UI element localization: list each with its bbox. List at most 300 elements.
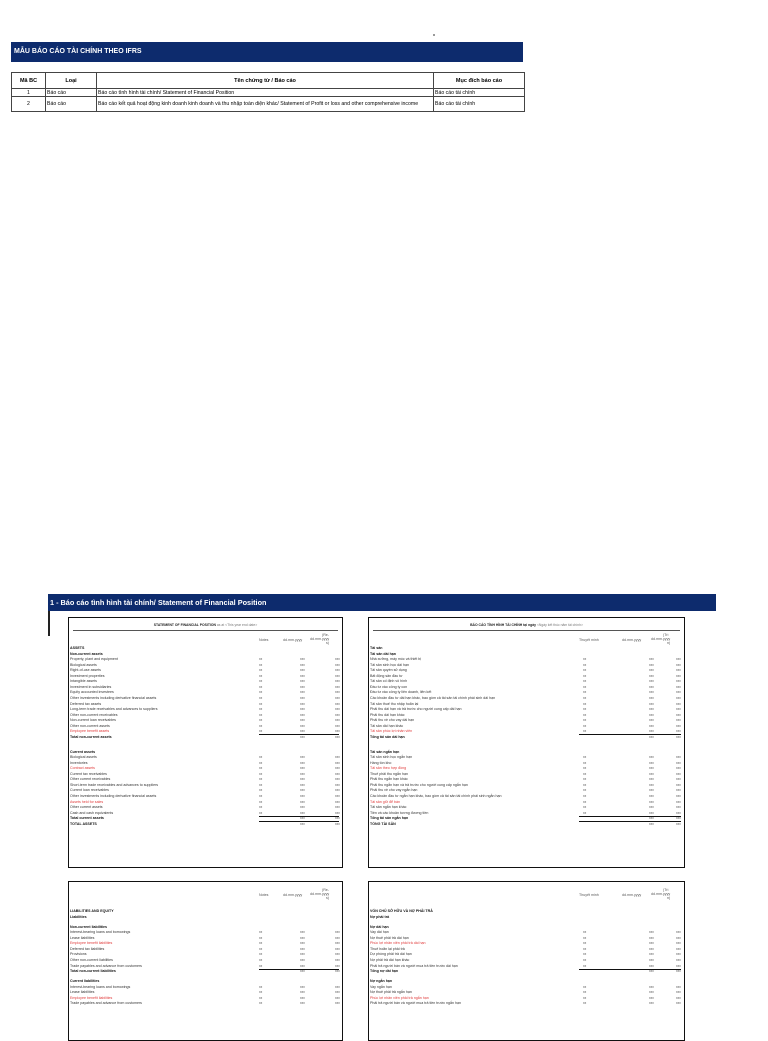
row-prior-value: xxx (676, 958, 681, 962)
row-label: Tài sản cố định vô hình (370, 679, 408, 684)
row-label: Property, plant and equipment (70, 657, 118, 662)
row-note-ref: xx (583, 760, 587, 765)
statement-row (369, 766, 684, 770)
cell-type: Báo cáo (46, 89, 97, 97)
row-prior-value: xxx (676, 760, 681, 765)
row-note-ref: xx (583, 946, 587, 951)
row-current-value: xxx (300, 684, 305, 689)
row-prior-value: xxx (335, 930, 340, 935)
statement-row (369, 800, 684, 804)
statement-row (69, 777, 342, 781)
row-label: Other current assets (70, 805, 103, 810)
statement-row (69, 964, 342, 968)
row-label: Interest-bearing loans and borrowings (70, 984, 131, 989)
row-label: Biological assets (70, 755, 97, 760)
row-note-ref: xx (259, 662, 263, 667)
row-current-value: xxx (300, 810, 305, 815)
row-label: Deferred tax assets (70, 701, 102, 706)
row-prior-value: xxx (335, 673, 340, 678)
statement-row (369, 761, 684, 765)
row-label: Interest-bearing loans and borrowings (70, 930, 131, 935)
column-header-prior-note: (Trì (663, 633, 669, 637)
row-label: Contract assets (70, 766, 95, 771)
statement-row (69, 707, 342, 711)
row-label: TOTAL ASSETS (70, 821, 97, 826)
row-prior-value: xxx (335, 701, 340, 706)
row-current-value: xxx (649, 771, 654, 776)
row-prior-value: xxx (676, 788, 681, 793)
row-label: Bất động sản đầu tư (370, 673, 403, 678)
row-prior-value: xxx (676, 799, 681, 804)
row-note-ref: xx (583, 958, 587, 962)
statement-row (69, 996, 342, 1000)
liabilities-equity-vn-panel (368, 881, 685, 1041)
row-note-ref: xx (583, 701, 587, 706)
row-label: Tiền và các khoản tương đương tiền (370, 810, 429, 815)
statement-row (69, 947, 342, 951)
statement-row (69, 936, 342, 940)
row-current-value: xxx (300, 760, 305, 765)
statement-row (369, 750, 684, 754)
row-current-value: xxx (649, 679, 654, 684)
row-label: Hàng tồn kho (370, 760, 392, 765)
row-current-value: xxx (300, 668, 305, 673)
statement-row (369, 990, 684, 994)
column-header-notes: Thuyết minh (579, 893, 599, 897)
row-prior-value: xxx (676, 930, 681, 935)
row-label: Lease liabilities (70, 935, 95, 940)
row-prior-value: xxx (676, 712, 681, 717)
row-current-value: xxx (649, 684, 654, 689)
row-note-ref: xx (259, 995, 263, 1000)
total-rule (259, 821, 339, 822)
row-note-ref: xx (583, 695, 587, 700)
row-label: Other non-current liabilities (70, 958, 113, 962)
statement-row (69, 646, 342, 650)
column-header-prior: dd.mm.yyyy (651, 892, 671, 896)
row-current-value: xxx (300, 712, 305, 717)
row-prior-value: xxx (676, 935, 681, 940)
index-header-row (12, 73, 525, 89)
row-note-ref: xx (259, 990, 263, 995)
row-prior-value: xxx (335, 771, 340, 776)
row-note-ref: xx (259, 946, 263, 951)
column-header-prior-note: s) (326, 641, 329, 645)
row-current-value: xxx (300, 941, 305, 946)
row-prior-value: xxx (335, 816, 340, 821)
row-current-value: xxx (649, 729, 654, 734)
row-current-value: xxx (649, 963, 654, 968)
margin-marker (48, 611, 50, 636)
row-prior-value: xxx (335, 952, 340, 957)
column-header-current: dd.mm.yyyy (283, 638, 303, 642)
row-prior-value: xxx (676, 718, 681, 723)
statement-row (369, 996, 684, 1000)
statement-row (69, 909, 342, 913)
row-note-ref: xx (583, 718, 587, 723)
row-label: Current liabilities (70, 979, 100, 984)
row-prior-value: xxx (335, 935, 340, 940)
row-prior-value: xxx (335, 684, 340, 689)
row-note-ref: xx (583, 673, 587, 678)
row-label: Current loan receivables (70, 788, 109, 793)
statement-row (369, 925, 684, 929)
column-header-prior-note: (Trì (663, 888, 669, 892)
row-prior-value: xxx (676, 771, 681, 776)
column-header-prior: dd.mm.yyyy (310, 637, 330, 641)
statement-row (369, 663, 684, 667)
row-label: Investment in subsidiaries (70, 684, 112, 689)
row-note-ref: xx (259, 673, 263, 678)
row-prior-value: xxx (335, 712, 340, 717)
statement-row (69, 772, 342, 776)
row-current-value: xxx (649, 952, 654, 957)
row-current-value: xxx (649, 958, 654, 962)
statement-row (69, 674, 342, 678)
row-label: Equity accounted investees (70, 690, 114, 695)
row-prior-value: xxx (335, 729, 340, 734)
row-prior-value: xxx (676, 805, 681, 810)
row-label: Tổng nợ dài hạn (370, 969, 399, 974)
column-header-notes: Thuyết minh (579, 638, 599, 642)
row-label: Right-of-use assets (70, 668, 101, 673)
header-type: Loại (46, 73, 97, 89)
row-note-ref: xx (583, 712, 587, 717)
row-current-value: xxx (649, 1001, 654, 1006)
row-current-value: xxx (300, 734, 305, 739)
row-prior-value: xxx (676, 657, 681, 662)
row-label: Cash and cash equivalents (70, 810, 114, 815)
total-rule (579, 821, 681, 822)
statement-row (69, 663, 342, 667)
row-label: Nhà xưởng, máy móc và thiết bị (370, 657, 422, 662)
row-current-value: xxx (649, 984, 654, 989)
cell-purpose: Báo cáo tài chính (434, 97, 525, 112)
row-current-value: xxx (649, 799, 654, 804)
row-note-ref: xx (259, 963, 263, 968)
statement-row (369, 735, 684, 739)
row-prior-value: xxx (335, 793, 340, 798)
statement-row (69, 979, 342, 983)
row-note-ref: xx (259, 657, 263, 662)
row-current-value: xxx (649, 810, 654, 815)
row-note-ref: xx (583, 990, 587, 995)
row-current-value: xxx (300, 777, 305, 782)
row-note-ref: xx (583, 799, 587, 804)
row-prior-value: xxx (676, 969, 681, 974)
row-prior-value: xxx (676, 695, 681, 700)
row-current-value: xxx (649, 662, 654, 667)
row-label: Phải thu về cho vay ngắn hạn (370, 788, 418, 793)
row-note-ref: xx (259, 799, 263, 804)
row-current-value: xxx (649, 788, 654, 793)
row-label: Long-term trade receivables and advances to suppliers (70, 707, 158, 712)
statement-row (369, 772, 684, 776)
row-note-ref: xx (583, 755, 587, 760)
column-header-prior-note: (Re- (322, 888, 329, 892)
statement-row (69, 668, 342, 672)
row-label: Investment properties (70, 673, 105, 678)
row-current-value: xxx (300, 782, 305, 787)
row-note-ref: xx (259, 1001, 263, 1006)
row-note-ref: xx (583, 1001, 587, 1006)
column-header-prior-note: n) (667, 896, 671, 900)
row-prior-value: xxx (676, 990, 681, 995)
row-note-ref: xx (583, 657, 587, 662)
statement-row (369, 979, 684, 983)
statement-row (369, 652, 684, 656)
row-prior-value: xxx (335, 707, 340, 712)
row-label: Nợ thuê phải trả ngắn hạn (370, 990, 412, 995)
row-prior-value: xxx (335, 969, 340, 974)
row-label: Nợ phải trả (370, 914, 390, 919)
row-label: Other current receivables (70, 777, 111, 782)
statement-title (369, 623, 684, 627)
row-prior-value: xxx (676, 734, 681, 739)
statement-row (369, 936, 684, 940)
cell-code: 1 (12, 89, 46, 97)
row-current-value: xxx (300, 958, 305, 962)
row-note-ref: xx (583, 668, 587, 673)
header-code: Mã BC (12, 73, 46, 89)
row-prior-value: xxx (335, 760, 340, 765)
statement-row (369, 794, 684, 798)
row-label: Thuế phải thu ngắn hạn (370, 771, 408, 776)
row-current-value: xxx (649, 793, 654, 798)
row-label: Other non-current receivables (70, 712, 118, 717)
row-prior-value: xxx (676, 766, 681, 771)
row-prior-value: xxx (676, 723, 681, 728)
row-label: Assets held for sales (70, 799, 104, 804)
row-current-value: xxx (300, 799, 305, 804)
row-prior-value: xxx (676, 662, 681, 667)
row-current-value: xxx (649, 777, 654, 782)
row-prior-value: xxx (335, 766, 340, 771)
row-label: Tài sản (370, 646, 383, 650)
row-current-value: xxx (300, 662, 305, 667)
row-current-value: xxx (649, 816, 654, 821)
row-note-ref: xx (259, 958, 263, 962)
row-note-ref: xx (583, 707, 587, 712)
row-current-value: xxx (300, 718, 305, 723)
row-note-ref: xx (583, 684, 587, 689)
column-header-prior-note: (Re- (322, 633, 329, 637)
row-note-ref: xx (259, 718, 263, 723)
row-label: Nợ dài hạn (370, 924, 389, 929)
statement-row (369, 969, 684, 973)
row-current-value: xxx (649, 723, 654, 728)
row-label: Tài sản giữ để bán (370, 799, 400, 804)
statement-row (369, 707, 684, 711)
row-note-ref: xx (259, 941, 263, 946)
row-note-ref: xx (259, 679, 263, 684)
row-prior-value: xxx (335, 990, 340, 995)
row-prior-value: xxx (676, 701, 681, 706)
row-current-value: xxx (300, 816, 305, 821)
row-current-value: xxx (300, 679, 305, 684)
row-prior-value: xxx (335, 723, 340, 728)
row-prior-value: xxx (676, 984, 681, 989)
row-current-value: xxx (649, 930, 654, 935)
index-row (12, 89, 525, 97)
row-note-ref: xx (583, 995, 587, 1000)
cell-code: 2 (12, 97, 46, 112)
row-label: Tài sản sinh học ngắn hạn (370, 755, 413, 760)
row-note-ref: xx (583, 782, 587, 787)
statement-row (69, 985, 342, 989)
row-label: ASSETS (70, 646, 85, 650)
statement-row (369, 930, 684, 934)
statement-title-date: as at <This year end date> (215, 623, 258, 627)
row-current-value: xxx (300, 793, 305, 798)
row-label: Đầu tư vào công ty con (370, 684, 408, 689)
row-prior-value: xxx (676, 707, 681, 712)
statement-row (369, 777, 684, 781)
row-label: Non-current liabilities (70, 924, 107, 929)
row-note-ref: xx (259, 690, 263, 695)
row-label: VỐN CHỦ SỞ HỮU VÀ NỢ PHẢI TRẢ (370, 909, 433, 913)
column-header-current: dd.mm.yyyy (622, 638, 642, 642)
row-label: Inventories (70, 760, 88, 765)
row-current-value: xxx (649, 935, 654, 940)
row-current-value: xxx (649, 782, 654, 787)
row-prior-value: xxx (676, 963, 681, 968)
statement-row (69, 718, 342, 722)
row-label: Phải thu dài hạn khác (370, 712, 405, 717)
stray-dot (433, 34, 435, 36)
column-header-current: dd.mm.yyyy (283, 893, 303, 897)
statement-row (369, 657, 684, 661)
row-label: Tài sản theo hợp đồng (370, 766, 407, 771)
statement-row (69, 755, 342, 759)
row-note-ref: xx (583, 810, 587, 815)
statement-row (369, 811, 684, 815)
column-header-prior-note: n) (667, 641, 671, 645)
row-label: Vay ngắn hạn (370, 984, 392, 989)
row-note-ref: xx (583, 788, 587, 793)
statement-row (369, 941, 684, 945)
index-row (12, 97, 525, 112)
row-prior-value: xxx (676, 995, 681, 1000)
cell-name: Báo cáo kết quả hoạt động kinh doanh kinh doanh và thu nhập toàn diện khác/ Statement of Profit or loss and other comprehensive income (97, 97, 434, 112)
statement-row (69, 652, 342, 656)
row-label: Employee benefit liabilities (70, 941, 113, 946)
row-current-value: xxx (300, 821, 305, 826)
row-note-ref: xx (583, 793, 587, 798)
row-current-value: xxx (649, 673, 654, 678)
row-note-ref: xx (583, 952, 587, 957)
row-prior-value: xxx (676, 793, 681, 798)
row-note-ref: xx (259, 788, 263, 793)
financial-position-vn-panel (368, 617, 685, 868)
row-current-value: xxx (649, 941, 654, 946)
financial-position-en-panel (68, 617, 343, 868)
row-label: Nợ ngắn hạn (370, 979, 393, 984)
statement-row (69, 696, 342, 700)
row-prior-value: xxx (335, 958, 340, 962)
cell-type: Báo cáo (46, 97, 97, 112)
row-label: Tài sản phúc lợi nhân viên (370, 729, 413, 734)
statement-row (69, 766, 342, 770)
row-prior-value: xxx (676, 810, 681, 815)
row-current-value: xxx (300, 707, 305, 712)
statement-row (69, 941, 342, 945)
statement-row (369, 702, 684, 706)
row-current-value: xxx (300, 788, 305, 793)
row-current-value: xxx (300, 755, 305, 760)
row-current-value: xxx (300, 695, 305, 700)
row-label: Tổng tài sản dài hạn (370, 734, 405, 739)
total-rule (259, 734, 339, 735)
row-note-ref: xx (259, 771, 263, 776)
row-note-ref: xx (259, 777, 263, 782)
statement-row (369, 729, 684, 733)
statement-row (69, 915, 342, 919)
row-label: Total non-current assets (70, 734, 112, 739)
statement-row (69, 952, 342, 956)
column-header-prior: dd.mm.yyyy (310, 892, 330, 896)
row-prior-value: xxx (676, 729, 681, 734)
row-prior-value: xxx (335, 1001, 340, 1006)
row-note-ref: xx (259, 952, 263, 957)
row-label: Các khoản đầu tư ngắn hạn khác, bao gồm cả tài sản tài chính phái sinh ngắn hạn (370, 793, 502, 798)
row-label: Phải thu ngắn hạn và trả trước cho người cung cấp ngắn hạn (370, 782, 468, 787)
row-prior-value: xxx (676, 690, 681, 695)
row-label: TỔNG TÀI SẢN (370, 821, 396, 826)
row-prior-value: xxx (676, 755, 681, 760)
row-label: Employee benefit liabilities (70, 995, 113, 1000)
row-current-value: xxx (300, 946, 305, 951)
statement-title-text: STATEMENT OF FINANCIAL POSITION (153, 623, 216, 627)
row-note-ref: xx (259, 935, 263, 940)
row-note-ref: xx (259, 930, 263, 935)
row-note-ref: xx (259, 760, 263, 765)
row-note-ref: xx (259, 984, 263, 989)
statement-row (69, 783, 342, 787)
statement-row (69, 729, 342, 733)
row-prior-value: xxx (335, 984, 340, 989)
statement-row (69, 805, 342, 809)
row-current-value: xxx (300, 771, 305, 776)
cell-purpose: Báo cáo tài chính (434, 89, 525, 97)
row-current-value: xxx (300, 805, 305, 810)
statement-row (69, 811, 342, 815)
statement-row (369, 724, 684, 728)
statement-row (69, 690, 342, 694)
statement-title-date: <Ngày kết thúc năm tài chính> (536, 623, 583, 627)
row-prior-value: xxx (335, 782, 340, 787)
row-current-value: xxx (649, 668, 654, 673)
row-label: Non-current assets (70, 651, 103, 656)
row-note-ref: xx (583, 935, 587, 940)
statement-row (369, 816, 684, 820)
statement-row (69, 800, 342, 804)
row-label: Biological assets (70, 662, 97, 667)
row-current-value: xxx (300, 952, 305, 957)
statement-row (69, 794, 342, 798)
row-note-ref: xx (583, 963, 587, 968)
row-label: Tài sản sinh học dài hạn (370, 662, 409, 667)
row-prior-value: xxx (676, 668, 681, 673)
row-current-value: xxx (649, 755, 654, 760)
statement-row (69, 816, 342, 820)
row-current-value: xxx (300, 935, 305, 940)
row-prior-value: xxx (335, 734, 340, 739)
statement-row (369, 685, 684, 689)
row-prior-value: xxx (676, 821, 681, 826)
row-current-value: xxx (649, 821, 654, 826)
row-note-ref: xx (259, 766, 263, 771)
